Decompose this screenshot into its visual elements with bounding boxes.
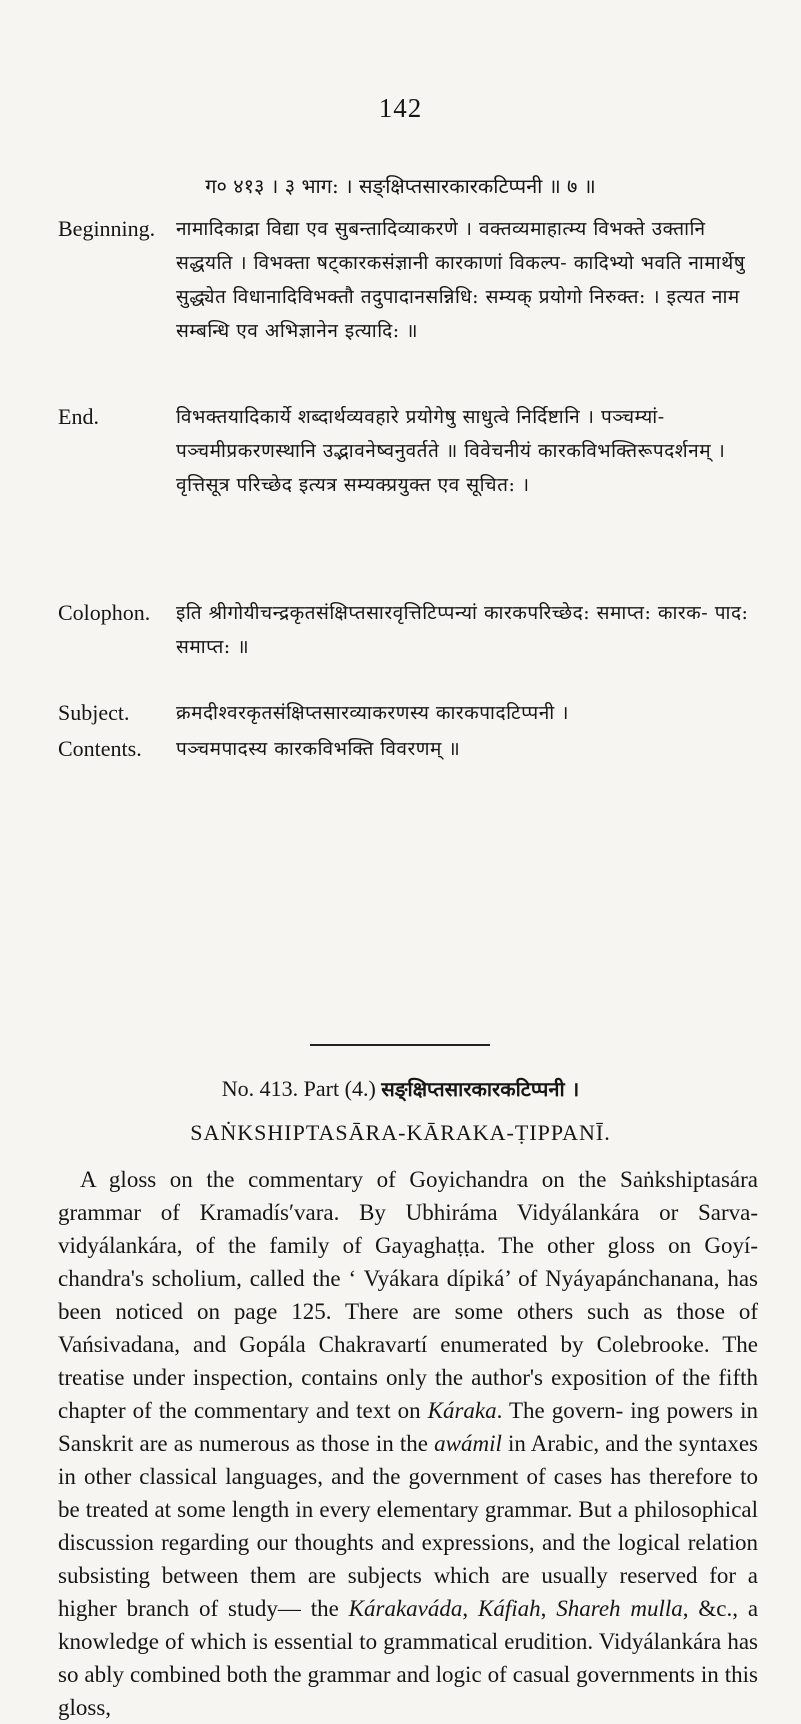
- section-divider: [310, 1044, 490, 1046]
- entry-text: इति श्रीगोयीचन्द्रकृतसंक्षिप्तसारवृत्तिटिप्पन्यां कारकपरिच्छेद: समाप्त: कारक- पाद: समाप्त: ॥: [176, 602, 749, 658]
- entry-label: Subject.: [58, 700, 130, 725]
- gloss-text: ,: [540, 1596, 557, 1621]
- work-title-roman: SAṄKSHIPTASĀRA-KĀRAKA-ṬIPPANĪ.: [190, 1120, 611, 1145]
- entry-text: विभक्तयादिकार्ये शब्दार्थव्यवहारे प्रयोगेषु साधुत्वे निर्दिष्टानि । पञ्चम्यां- पञ्चमीप्रकरणस्थानि उद्भावनेष्वनुवर्तते ॥ विवेचनीयं कारकविभक्तिरूपदर्शनम् । वृत्तिसूत्र परिच्छेद इत्यत्र सम्यक्प्रयुक्त एव सूचित: ।: [176, 406, 726, 496]
- entry-label: Contents.: [58, 736, 142, 761]
- page-number: 142: [378, 93, 423, 123]
- work-title-devanagari: सङ्क्षिप्तसारकारकटिप्पनी ।: [381, 1077, 580, 1101]
- gloss-text: , &c., a knowledge of which is essential to grammatical erudition. Vidyálankára has so ably combined both the grammar and logic of casual governments in this gloss,: [58, 1596, 759, 1720]
- gloss-text: in Arabic, and the syntaxes in other classical languages, and the government of cases has therefore to be treated at some length in every elementary grammar. But a philosophical discussion regarding our thoughts and expressions, and the logical relation subsisting between them are subjects which are usually reserved for a higher branch of study— the: [58, 1431, 759, 1621]
- entry-text: नामादिकाद्रा विद्या एव सुबन्तादिव्याकरणे । वक्तव्यमाहात्म्य विभक्ते उक्तानि सद्धयति । विभक्ता षट्कारकसंज्ञानी कारकाणां विकल्प- कादिभ्यो भवति नामार्थेषु सुद्ध्येत विधानादिविभक्तौ तदुपादानसन्निधि: सम्यक् प्रयोगो निरुक्त: । इत्यत नाम सम्बन्धि एव अभिज्ञानेन इत्यादि: ॥: [176, 218, 746, 342]
- entry-colophon: [58, 596, 758, 664]
- gloss-text: ,: [462, 1596, 478, 1621]
- gloss-term: Shareh mulla: [556, 1596, 683, 1621]
- entry-text: क्रमदीश्वरकृतसंक्षिप्तसारव्याकरणस्य कारकपादटिप्पनी ।: [176, 702, 569, 724]
- entry-subject: [58, 696, 758, 730]
- gloss-term: Káfiah: [478, 1596, 541, 1621]
- entry-end: [58, 400, 758, 502]
- gloss-term: Kárakaváda: [348, 1596, 463, 1621]
- entry-label: End.: [58, 404, 99, 429]
- work-number-line: [0, 1075, 801, 1102]
- work-number: No. 413. Part (4.): [221, 1076, 376, 1101]
- gloss-term: Káraka: [427, 1398, 497, 1423]
- gloss-text: . The govern- ing powers in Sanskrit are as numerous as those in the: [58, 1398, 759, 1456]
- catalogue-heading: ग० ४१३ । ३ भाग: । सङ्क्षिप्तसारकारकटिप्पनी ॥ ७ ॥: [205, 174, 596, 198]
- entry-label: Colophon.: [58, 600, 151, 625]
- gloss-text: A gloss on the commentary of Goyichandra on the Saṅkshiptasára grammar of Kramadís′vara. By Ubhiráma Vidyálankára or Sarva- vidyálankára, of the family of Gayaghaṭṭa. The other gloss on Goyí- chandra's scholium, called the ‘ Vyákara dípiká’ of Nyáyapánchanana, has been noticed on page 125. There are some others such as those of Vańsivadana, and Gopála Chakravartí enumerated by Colebrooke. The treatise under inspection, contains only the author's exposition of the fifth chapter of the commentary and text on: [58, 1167, 758, 1423]
- entry-contents: [58, 732, 758, 766]
- entry-text: पञ्चमपादस्य कारकविभक्ति विवरणम् ॥: [176, 738, 461, 760]
- gloss-paragraph: [58, 1163, 758, 1724]
- gloss-term: awámil: [434, 1431, 502, 1456]
- entry-beginning: [58, 212, 758, 348]
- entry-label: Beginning.: [58, 216, 156, 241]
